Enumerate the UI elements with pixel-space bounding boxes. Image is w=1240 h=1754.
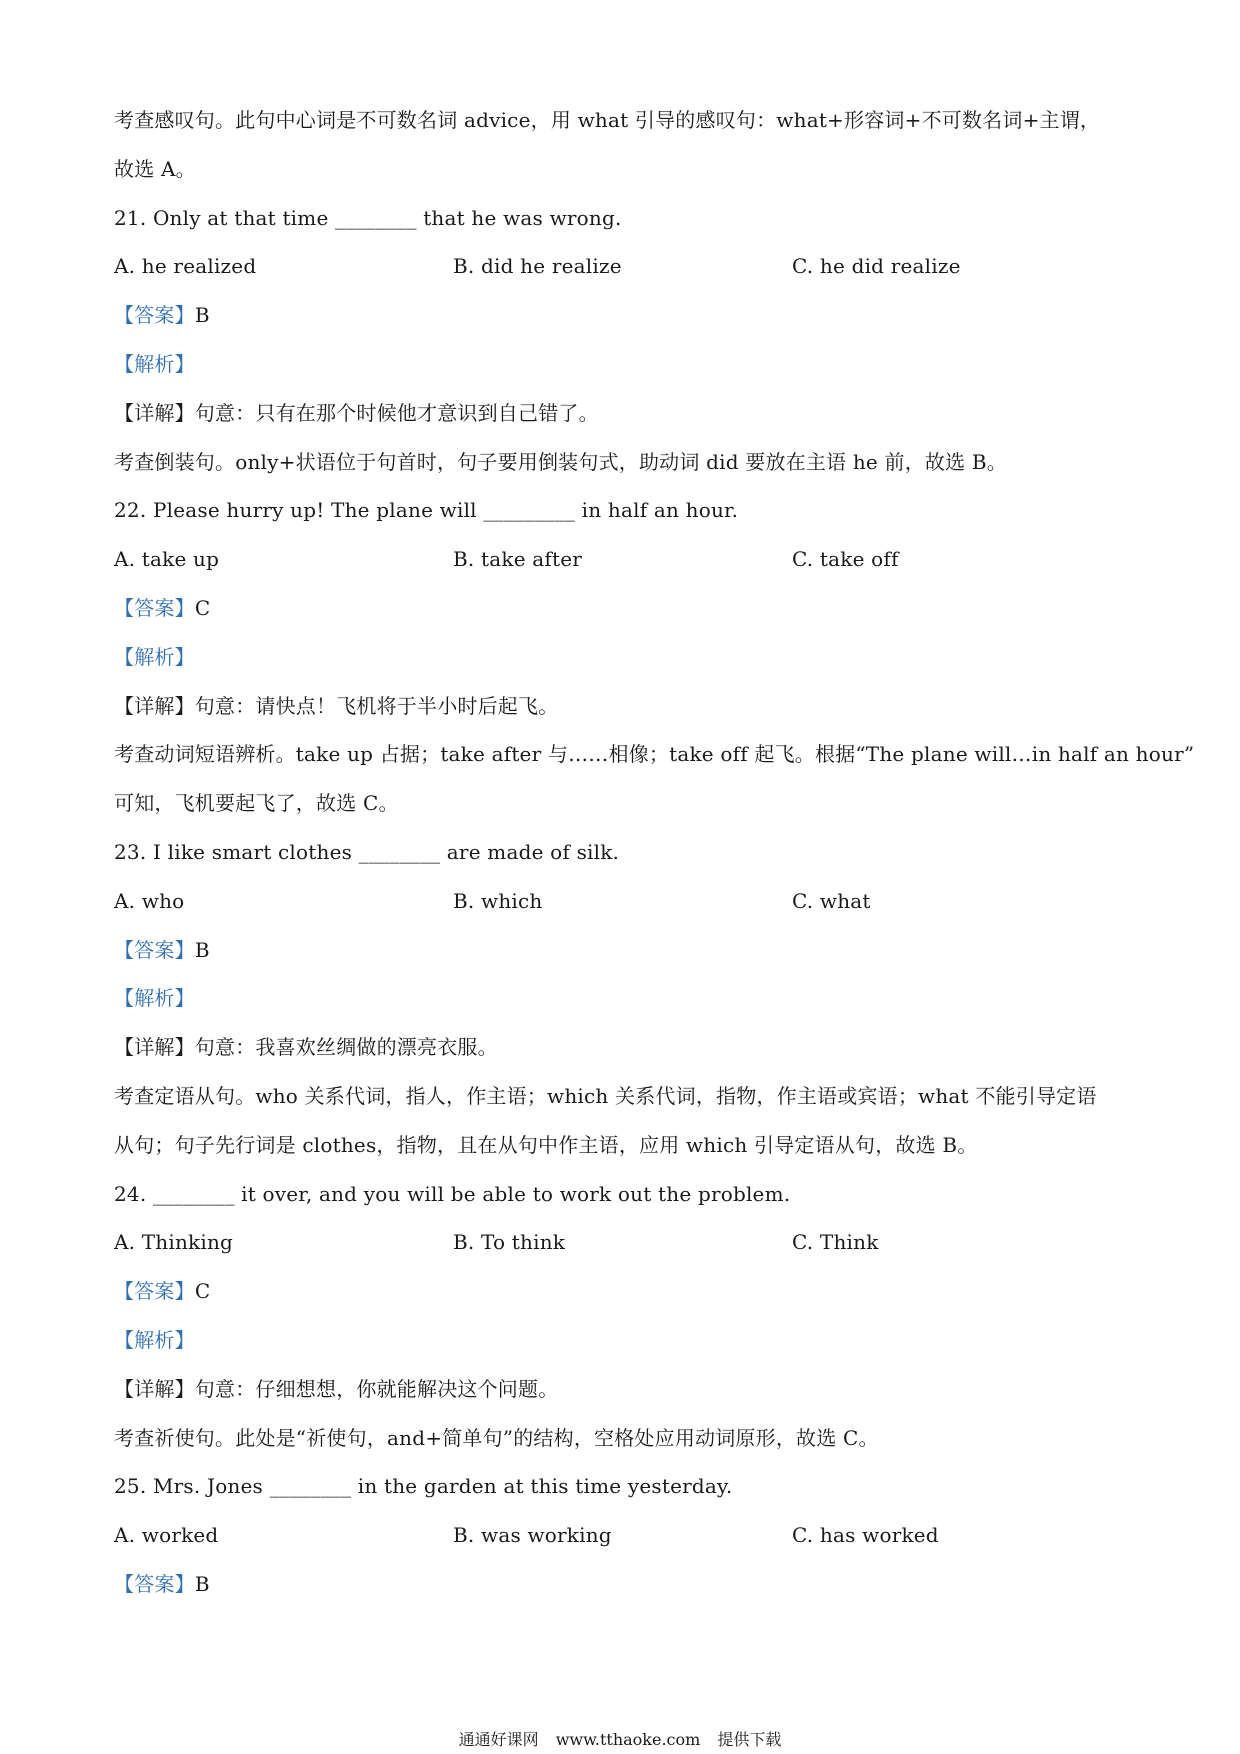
option-c: C. take off	[792, 547, 899, 572]
options-24	[114, 1218, 1134, 1267]
question-23: 23. I like smart clothes ________ are made of silk.	[114, 839, 620, 864]
answer-value: B	[194, 1571, 210, 1596]
option-b: B. take after	[453, 547, 583, 572]
answer-25	[114, 1560, 1134, 1609]
option-a: A. worked	[114, 1523, 219, 1548]
footer-note: 提供下载	[717, 1730, 782, 1749]
option-a: A. he realized	[114, 254, 257, 279]
detail-22: 【详解】句意：请快点！飞机将于半小时后起飞。	[114, 693, 559, 718]
answer-tag: 【答案】	[114, 303, 195, 328]
answer-22	[114, 584, 1134, 633]
option-b: B. which	[453, 888, 543, 913]
answer-tag: 【答案】	[114, 937, 195, 962]
answer-value: B	[194, 303, 210, 328]
question-21: 21. Only at that time ________ that he was wrong.	[114, 205, 622, 230]
question-25: 25. Mrs. Jones ________ in the garden at this time yesterday.	[114, 1474, 733, 1499]
intro-line: 故选 A。	[114, 156, 196, 181]
option-c: C. has worked	[792, 1523, 939, 1548]
intro-line: 考查感叹句。此句中心词是不可数名词 advice，用 what 引导的感叹句：what+形容词+不可数名词+主谓，	[114, 108, 1101, 132]
question-24: 24. ________ it over, and you will be able to work out the problem.	[114, 1181, 791, 1206]
option-a: A. take up	[114, 547, 220, 572]
analysis-tag: 【解析】	[114, 986, 195, 1011]
detail-23: 【详解】句意：我喜欢丝绸做的漂亮衣服。	[114, 1035, 498, 1060]
answer-tag: 【答案】	[114, 1279, 195, 1304]
detail-24: 【详解】句意：仔细想想，你就能解决这个问题。	[114, 1376, 559, 1401]
explain-23: 考查定语从句。who 关系代词，指人，作主语；which 关系代词，指物，作主语或宾语；what 不能引导定语	[114, 1083, 1097, 1108]
option-b: B. was working	[453, 1523, 612, 1548]
answer-23	[114, 926, 1134, 975]
explain-23: 从句；句子先行词是 clothes，指物，且在从句中作主语，应用 which 引导定语从句，故选 B。	[114, 1132, 978, 1157]
answer-tag: 【答案】	[114, 595, 195, 620]
answer-value: B	[194, 937, 210, 962]
detail-21: 【详解】句意：只有在那个时候他才意识到自己错了。	[114, 400, 599, 425]
page-footer	[0, 1730, 1240, 1750]
option-c: C. Think	[792, 1230, 879, 1255]
explain-24: 考查祈使句。此处是“祈使句，and+简单句”的结构，空格处应用动词原形，故选 C。	[114, 1425, 879, 1450]
question-22: 22. Please hurry up! The plane will _________ in half an hour.	[114, 498, 739, 523]
explain-21: 考查倒装句。only+状语位于句首时，句子要用倒装句式，助动词 did 要放在主语 he 前，故选 B。	[114, 449, 1007, 474]
explain-22: 考查动词短语辨析。take up 占据；take after 与……相像；take off 起飞。根据“The plane will…in half an hour”	[114, 742, 1195, 767]
option-c: C. what	[792, 888, 871, 913]
option-c: C. he did realize	[792, 254, 961, 279]
options-23	[114, 877, 1134, 926]
option-b: B. To think	[453, 1230, 566, 1255]
page-content	[114, 96, 1195, 1609]
answer-value: C	[194, 1279, 211, 1304]
analysis-tag: 【解析】	[114, 351, 195, 376]
options-25	[114, 1511, 1134, 1560]
answer-tag: 【答案】	[114, 1571, 195, 1596]
analysis-tag: 【解析】	[114, 644, 195, 669]
option-b: B. did he realize	[453, 254, 622, 279]
answer-24	[114, 1267, 1134, 1316]
answer-21	[114, 291, 1134, 340]
option-a: A. who	[114, 888, 185, 913]
footer-site-name: 通通好课网	[458, 1730, 539, 1749]
analysis-tag: 【解析】	[114, 1327, 195, 1352]
answer-value: C	[194, 595, 211, 620]
options-22	[114, 535, 1134, 584]
footer-url[interactable]: www.tthaoke.com	[555, 1730, 701, 1749]
explain-22: 可知，飞机要起飞了，故选 C。	[114, 791, 399, 816]
option-a: A. Thinking	[114, 1230, 234, 1255]
options-21	[114, 242, 1134, 291]
